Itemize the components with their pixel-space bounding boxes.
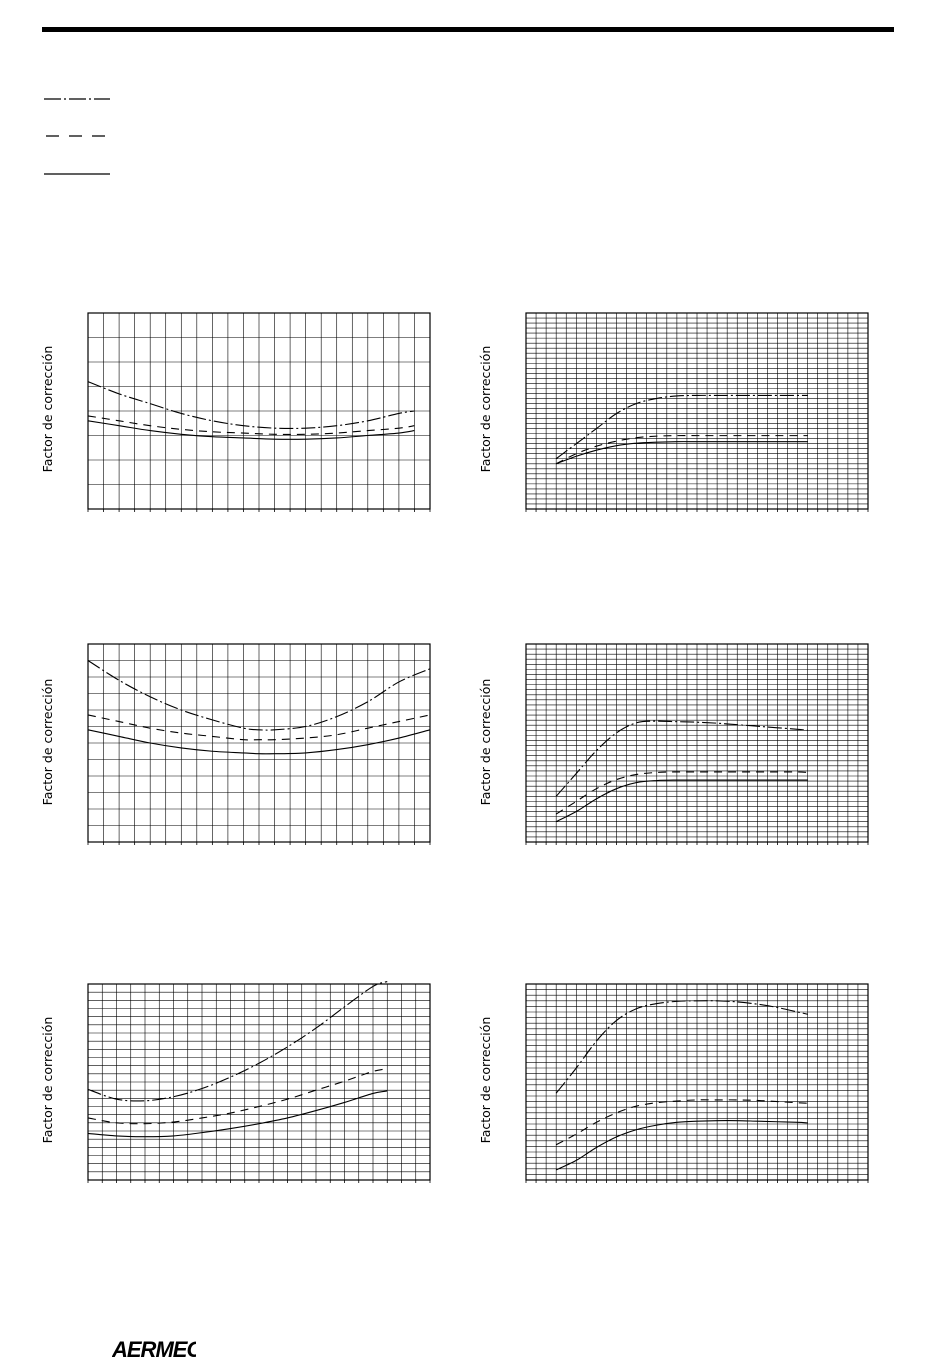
y-axis-label: Factor de corrección	[40, 345, 55, 473]
series-line-dashed	[88, 1069, 387, 1124]
y-axis-label: Factor de corrección	[478, 678, 493, 806]
y-axis-label: Factor de corrección	[478, 1016, 493, 1144]
plot-area	[526, 313, 868, 512]
top-rule	[42, 27, 894, 32]
series-line-solid	[88, 1091, 387, 1137]
grid	[88, 984, 430, 1183]
grid	[526, 313, 868, 512]
series-line-solid	[556, 442, 807, 464]
chart-6	[476, 976, 876, 1191]
plot-area	[88, 644, 430, 845]
aermec-logo	[112, 1334, 196, 1364]
grid	[526, 984, 868, 1183]
y-axis-label: Factor de corrección	[40, 678, 55, 806]
y-axis-label: Factor de corrección	[40, 1016, 55, 1144]
series-line-dashdot	[556, 395, 807, 458]
plot-area	[88, 313, 430, 512]
chart-2	[476, 305, 876, 520]
legend-graphic	[42, 84, 122, 184]
chart-4	[476, 636, 876, 851]
plot-area	[526, 644, 868, 845]
series-line-dashdot	[556, 721, 807, 796]
plot-area	[526, 984, 868, 1183]
series-line-dashed	[88, 416, 414, 435]
legend	[42, 84, 122, 184]
y-axis-label: Factor de corrección	[478, 345, 493, 473]
series-line-dashdot	[88, 382, 414, 429]
chart-1	[38, 305, 438, 520]
series-line-dashed	[556, 436, 807, 464]
chart-5	[38, 976, 438, 1191]
grid	[88, 644, 430, 845]
grid	[88, 313, 430, 512]
series-line-solid	[556, 1121, 807, 1170]
grid	[526, 644, 868, 845]
chart-3	[38, 636, 438, 851]
plot-area	[88, 982, 430, 1183]
logo-text: AERMEC	[112, 1337, 196, 1362]
series-line-dashed	[556, 772, 807, 814]
